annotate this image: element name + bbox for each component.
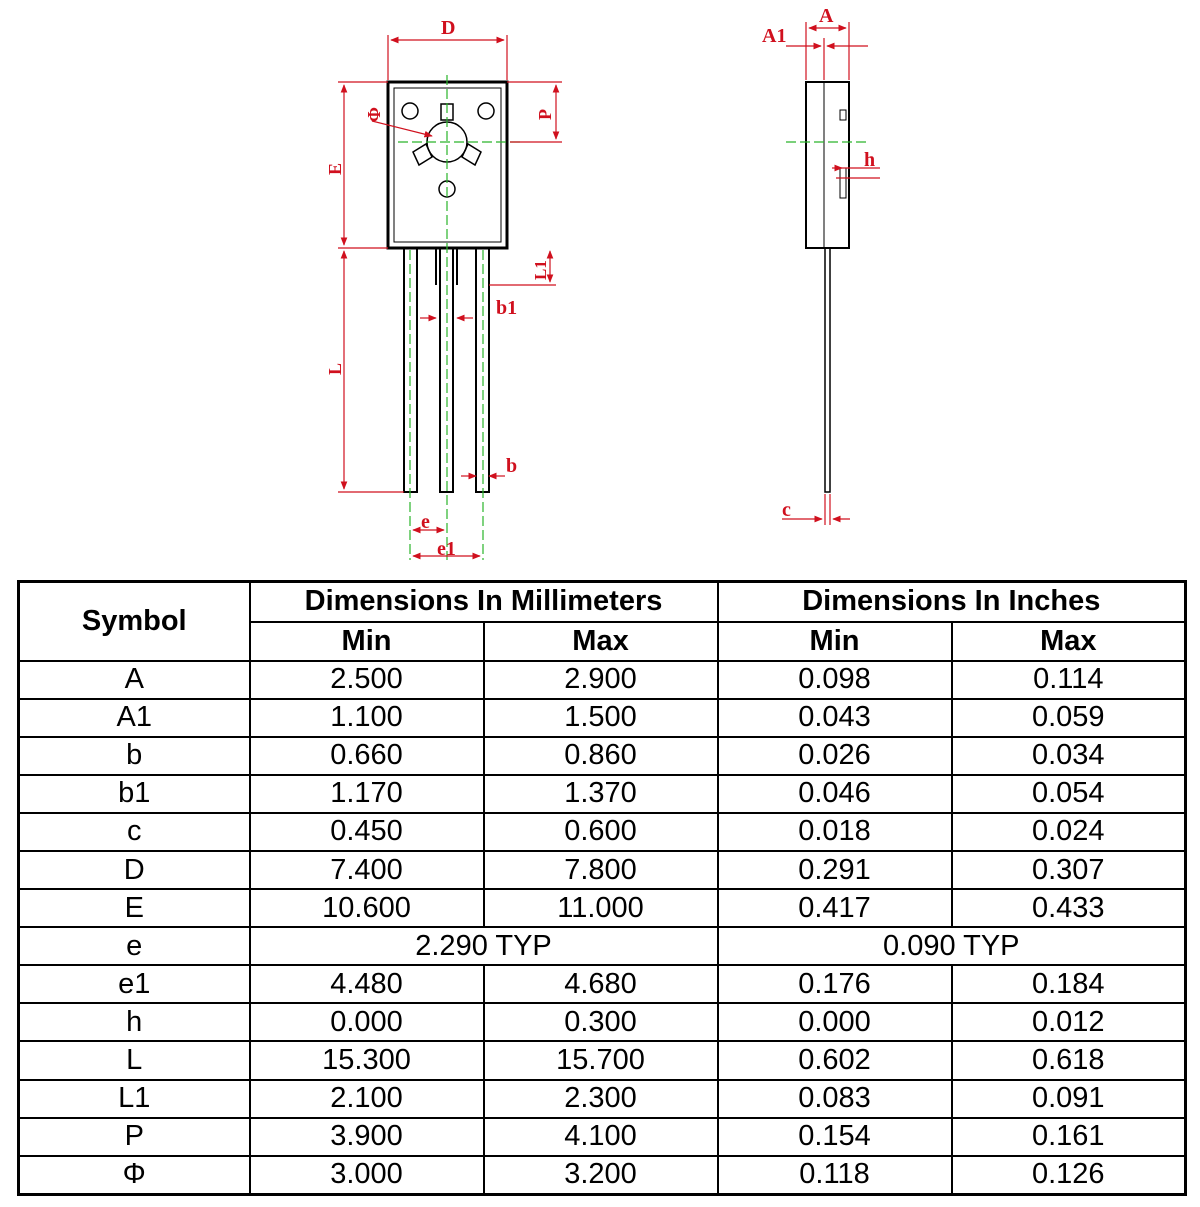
cell-symbol: A (19, 661, 250, 699)
cell-in-max: 0.012 (952, 1003, 1186, 1041)
cell-in-max: 0.054 (952, 775, 1186, 813)
header-symbol: Symbol (19, 582, 250, 661)
cell-in-min: 0.043 (718, 699, 952, 737)
label-e: e (421, 511, 430, 533)
cell-mm-max: 3.200 (484, 1156, 718, 1195)
cell-in-min: 0.118 (718, 1156, 952, 1195)
cell-mm-min: 4.480 (250, 965, 484, 1003)
label-c: c (782, 499, 791, 521)
table-row (19, 661, 1186, 699)
cell-in-min: 0.154 (718, 1118, 952, 1156)
side-lead (825, 248, 830, 492)
header-mm-min: Min (250, 622, 484, 661)
table-row (19, 737, 1186, 775)
cell-mm-min: 10.600 (250, 889, 484, 927)
cell-symbol: L (19, 1041, 250, 1079)
cell-in-max: 0.059 (952, 699, 1186, 737)
table-row (19, 927, 1186, 965)
table-row (19, 1041, 1186, 1079)
table-row (19, 965, 1186, 1003)
cell-symbol: e (19, 927, 250, 965)
cell-symbol: P (19, 1118, 250, 1156)
cell-symbol: E (19, 889, 250, 927)
cell-mm-min: 7.400 (250, 851, 484, 889)
cell-mm-max: 0.600 (484, 813, 718, 851)
cell-mm-min: 15.300 (250, 1041, 484, 1079)
cell-in-min: 0.083 (718, 1080, 952, 1118)
cell-mm-min: 1.170 (250, 775, 484, 813)
cell-in-max: 0.126 (952, 1156, 1186, 1195)
label-b: b (506, 455, 518, 477)
cell-mm-max: 2.300 (484, 1080, 718, 1118)
hole-left (402, 103, 418, 119)
cell-in-min: 0.046 (718, 775, 952, 813)
cell-in-min: 0.018 (718, 813, 952, 851)
front-view (325, 17, 562, 560)
cell-mm-min: 2.100 (250, 1080, 484, 1118)
cell-mm-typ: 2.290 TYP (250, 927, 718, 965)
label-L: L (325, 362, 345, 375)
label-D: D (441, 17, 456, 39)
cell-mm-max: 2.900 (484, 661, 718, 699)
cell-mm-min: 3.000 (250, 1156, 484, 1195)
cell-in-max: 0.034 (952, 737, 1186, 775)
label-b1: b1 (496, 297, 518, 319)
cell-in-max: 0.161 (952, 1118, 1186, 1156)
cell-symbol: h (19, 1003, 250, 1041)
label-E: E (325, 162, 345, 175)
label-L1: L1 (531, 260, 550, 280)
cell-in-max: 0.618 (952, 1041, 1186, 1079)
cell-mm-max: 4.680 (484, 965, 718, 1003)
table-row (19, 1118, 1186, 1156)
label-e1: e1 (437, 538, 456, 560)
cell-mm-max: 11.000 (484, 889, 718, 927)
cell-in-min: 0.291 (718, 851, 952, 889)
package-outline-drawing (0, 0, 1200, 575)
label-A1: A1 (762, 25, 787, 47)
table-row (19, 813, 1186, 851)
header-in-min: Min (718, 622, 952, 661)
cell-mm-max: 0.860 (484, 737, 718, 775)
cell-in-max: 0.024 (952, 813, 1186, 851)
label-P: P (535, 109, 555, 120)
cell-symbol: Φ (19, 1156, 250, 1195)
cell-mm-max: 7.800 (484, 851, 718, 889)
cell-mm-min: 0.450 (250, 813, 484, 851)
table-row (19, 699, 1186, 737)
cell-in-min: 0.026 (718, 737, 952, 775)
cell-symbol: e1 (19, 965, 250, 1003)
label-phi: Φ (364, 107, 384, 122)
cell-in-min: 0.098 (718, 661, 952, 699)
cell-mm-max: 15.700 (484, 1041, 718, 1079)
header-mm-max: Max (484, 622, 718, 661)
cell-in-max: 0.091 (952, 1080, 1186, 1118)
side-body (806, 82, 849, 248)
cell-in-max: 0.114 (952, 661, 1186, 699)
side-view (762, 5, 880, 525)
cell-in-max: 0.184 (952, 965, 1186, 1003)
cell-symbol: A1 (19, 699, 250, 737)
table-row (19, 775, 1186, 813)
cell-symbol: L1 (19, 1080, 250, 1118)
cell-mm-max: 1.500 (484, 699, 718, 737)
table-row (19, 851, 1186, 889)
cell-mm-max: 4.100 (484, 1118, 718, 1156)
cell-mm-min: 0.000 (250, 1003, 484, 1041)
header-inches: Dimensions In Inches (718, 582, 1186, 622)
label-A: A (819, 5, 834, 27)
cell-symbol: b (19, 737, 250, 775)
cell-in-max: 0.307 (952, 851, 1186, 889)
header-millimeters: Dimensions In Millimeters (250, 582, 718, 622)
label-h: h (864, 149, 876, 171)
cell-mm-min: 3.900 (250, 1118, 484, 1156)
cell-mm-max: 0.300 (484, 1003, 718, 1041)
table-row (19, 1003, 1186, 1041)
table-row (19, 889, 1186, 927)
cell-mm-min: 1.100 (250, 699, 484, 737)
dimensions-table (17, 580, 1187, 1196)
cell-in-min: 0.000 (718, 1003, 952, 1041)
cell-in-typ: 0.090 TYP (718, 927, 1186, 965)
table-row (19, 1080, 1186, 1118)
table-row (19, 1156, 1186, 1195)
cell-mm-min: 2.500 (250, 661, 484, 699)
hole-right (478, 103, 494, 119)
cell-mm-min: 0.660 (250, 737, 484, 775)
header-in-max: Max (952, 622, 1186, 661)
cell-in-min: 0.602 (718, 1041, 952, 1079)
cell-mm-max: 1.370 (484, 775, 718, 813)
side-dimensions (782, 22, 880, 525)
cell-symbol: D (19, 851, 250, 889)
cell-in-min: 0.176 (718, 965, 952, 1003)
cell-symbol: c (19, 813, 250, 851)
cell-in-max: 0.433 (952, 889, 1186, 927)
cell-symbol: b1 (19, 775, 250, 813)
cell-in-min: 0.417 (718, 889, 952, 927)
